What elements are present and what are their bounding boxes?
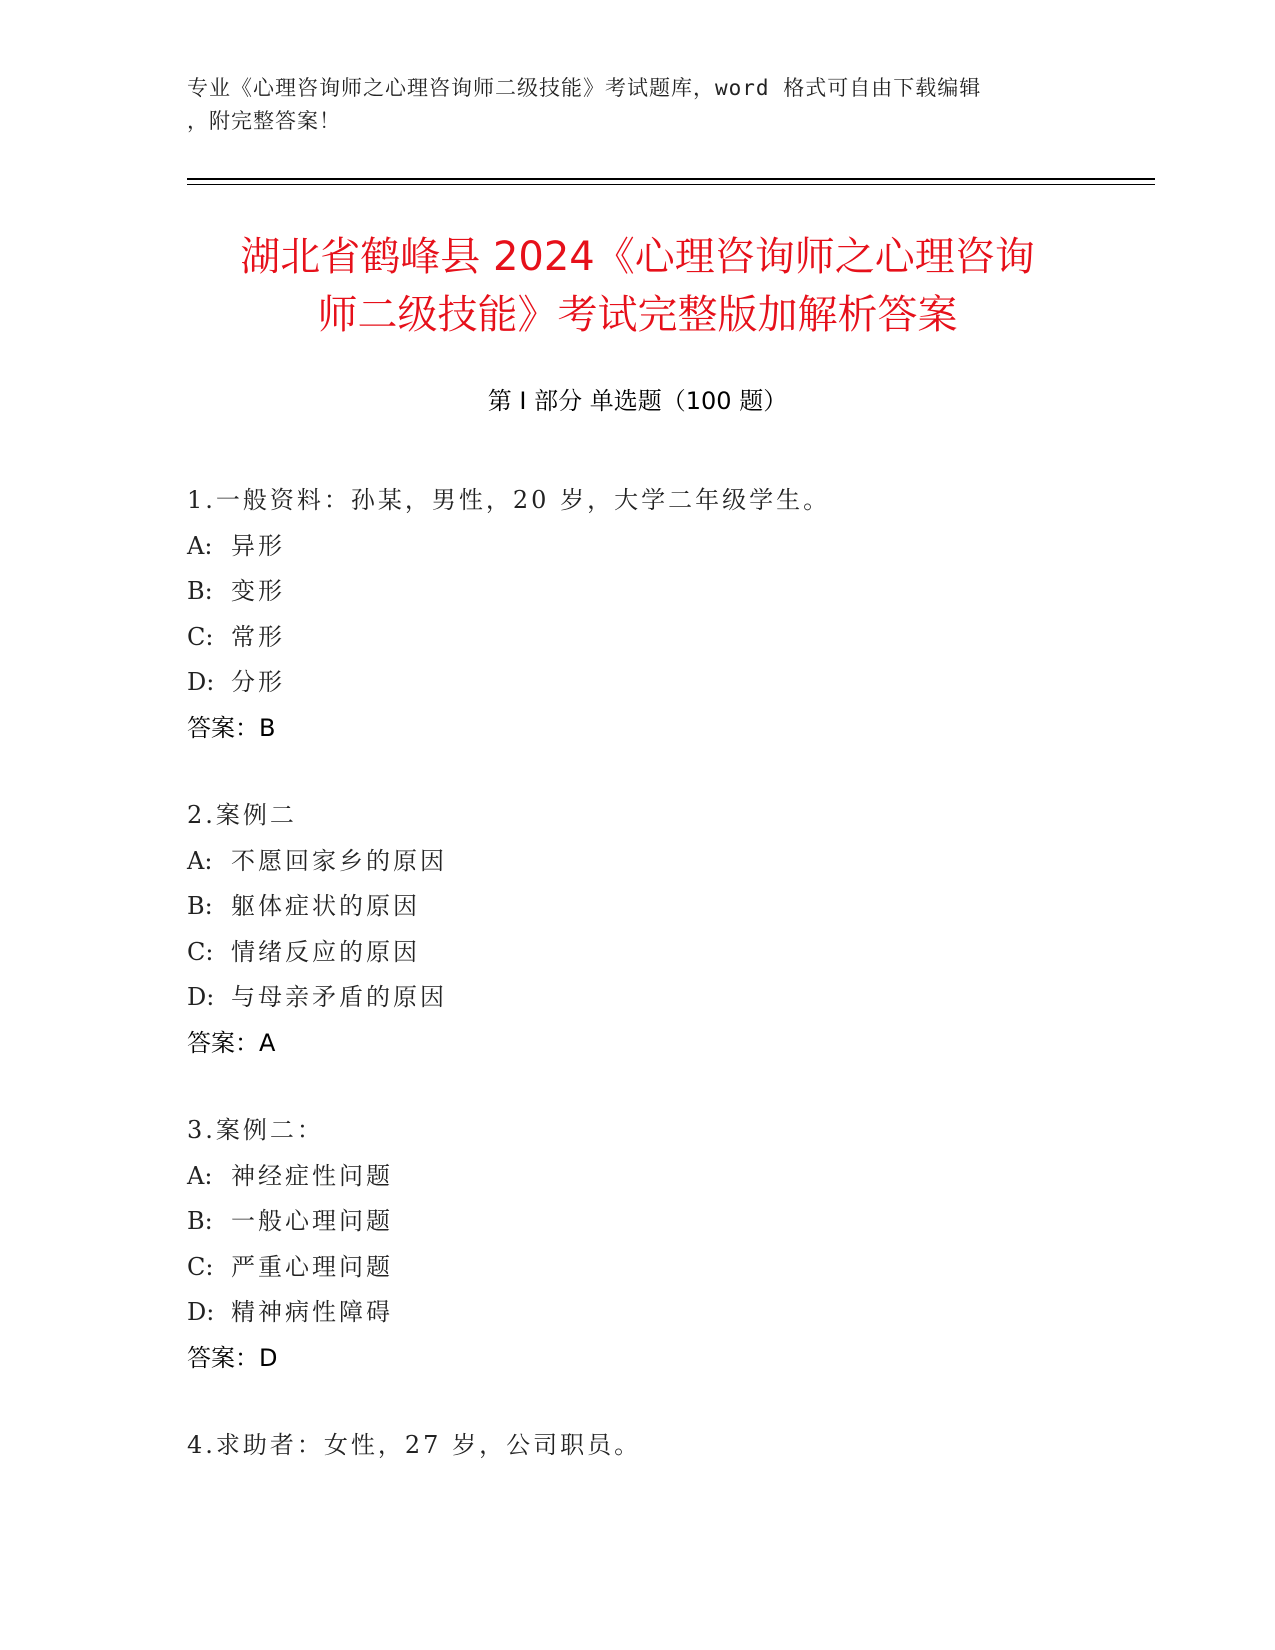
option-key: C: <box>187 1252 214 1281</box>
header-note <box>187 72 1087 138</box>
option-a <box>187 839 1137 885</box>
option-key: C: <box>187 622 214 651</box>
header-note-line-2: ，附完整答案！ <box>187 109 341 133</box>
option-key: B: <box>187 892 213 920</box>
option-text: 情绪反应的原因 <box>231 937 420 966</box>
option-text: 常形 <box>231 622 285 651</box>
header-note-line-1: 专业《心理咨询师之心理咨询师二级技能》考试题库，word 格式可自由下载编辑 <box>187 76 982 100</box>
option-c <box>187 1245 1137 1291</box>
option-b <box>187 569 1137 615</box>
question-4 <box>187 1423 1137 1469</box>
question-stem: 2.案例二 <box>187 801 297 829</box>
option-text: 异形 <box>231 531 285 560</box>
option-key: B: <box>187 577 213 605</box>
question-1 <box>187 478 1137 751</box>
option-key: C: <box>187 937 214 966</box>
question-3 <box>187 1108 1137 1381</box>
option-key: B: <box>187 1207 213 1235</box>
document-title <box>150 228 1125 344</box>
question-list <box>187 478 1137 1511</box>
header-divider-thin <box>187 184 1155 185</box>
option-b <box>187 884 1137 930</box>
option-key: A: <box>187 846 213 875</box>
option-text: 躯体症状的原因 <box>231 892 420 920</box>
answer: 答案：B <box>187 713 276 742</box>
option-a <box>187 524 1137 570</box>
option-text: 与母亲矛盾的原因 <box>231 983 447 1011</box>
option-key: D: <box>187 983 215 1011</box>
option-key: A: <box>187 1161 213 1190</box>
option-key: D: <box>187 1298 215 1326</box>
option-d <box>187 660 1137 706</box>
option-text: 变形 <box>231 577 285 605</box>
option-text: 分形 <box>231 668 285 696</box>
answer: 答案：D <box>187 1343 278 1372</box>
document-title-line-1: 湖北省鹤峰县 2024《心理咨询师之心理咨询 <box>240 234 1035 280</box>
option-text: 神经症性问题 <box>231 1161 393 1190</box>
option-b <box>187 1199 1137 1245</box>
option-c <box>187 930 1137 976</box>
option-key: D: <box>187 668 215 696</box>
header-divider-thick <box>187 178 1155 180</box>
option-c <box>187 615 1137 661</box>
option-key: A: <box>187 531 213 560</box>
option-d <box>187 1290 1137 1336</box>
question-2 <box>187 793 1137 1066</box>
question-stem: 1.一般资料：孙某，男性，20 岁，大学二年级学生。 <box>187 486 831 514</box>
document-title-line-2: 师二级技能》考试完整版加解析答案 <box>317 292 958 338</box>
option-a <box>187 1154 1137 1200</box>
section-title: 第 I 部分 单选题（100 题） <box>487 387 788 415</box>
question-stem: 3.案例二： <box>187 1116 324 1144</box>
option-text: 不愿回家乡的原因 <box>231 846 447 875</box>
option-d <box>187 975 1137 1021</box>
option-text: 精神病性障碍 <box>231 1298 393 1326</box>
answer: 答案：A <box>187 1028 276 1057</box>
question-stem: 4.求助者：女性，27 岁，公司职员。 <box>187 1431 642 1459</box>
option-text: 严重心理问题 <box>231 1252 393 1281</box>
option-text: 一般心理问题 <box>231 1207 393 1235</box>
